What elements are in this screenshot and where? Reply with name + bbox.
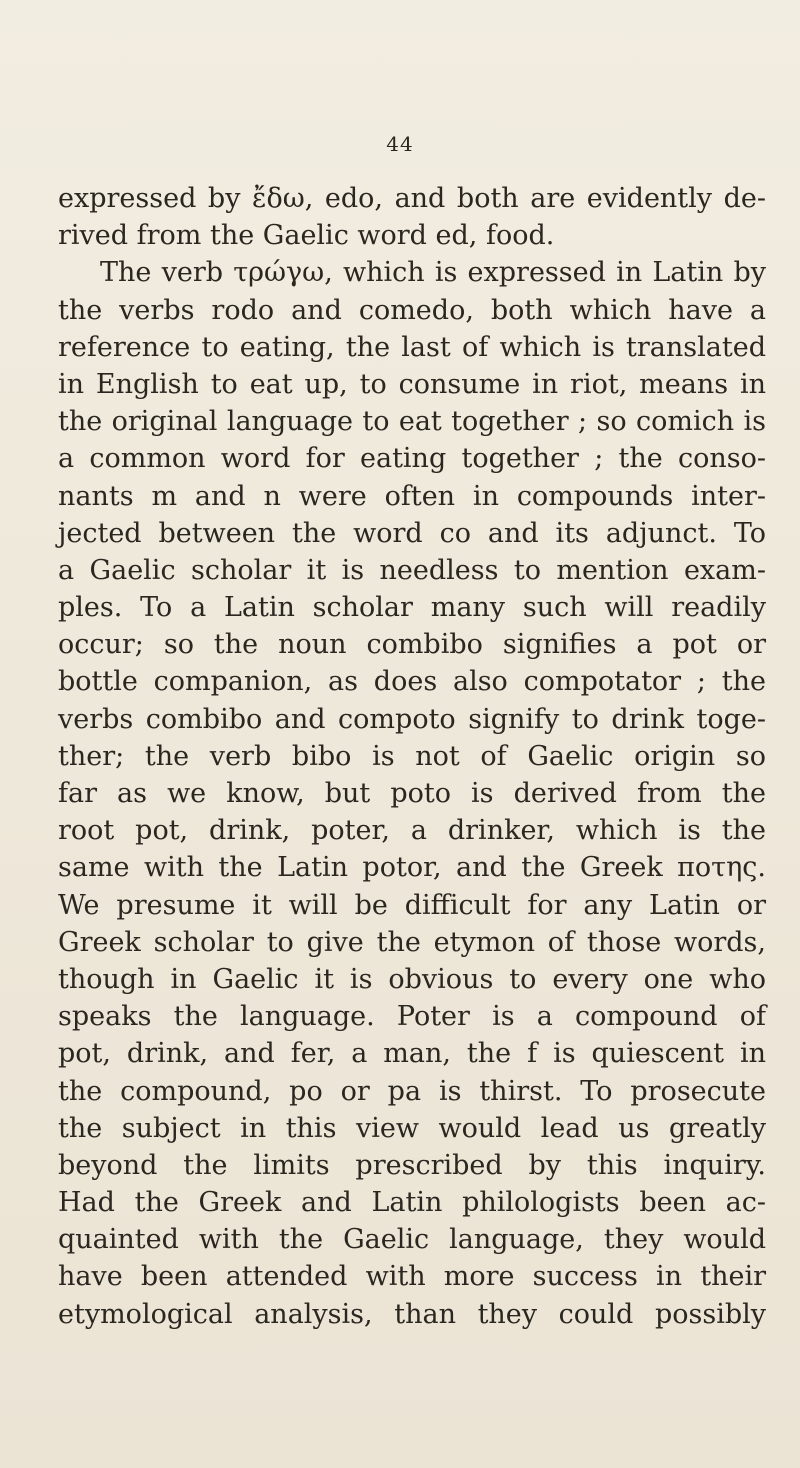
page-number: 44: [386, 132, 414, 156]
text-line: occur; so the noun combibo signifies a pot or: [58, 629, 766, 661]
text-line: reference to eating, the last of which is translated: [58, 331, 766, 363]
text-line: etymological analysis, than they could possibly: [58, 1298, 766, 1330]
text-line: quainted with the Gaelic language, they would: [58, 1224, 766, 1256]
text-line: We presume it will be difficult for any Latin or: [58, 889, 766, 921]
text-line: nants m and n were often in compounds inter-: [58, 480, 766, 512]
text-line: the subject in this view would lead us greatly: [58, 1112, 766, 1144]
text-line: rived from the Gaelic word ed, food.: [58, 220, 555, 252]
text-line: pot, drink, and fer, a man, the f is quiescent in: [58, 1038, 766, 1070]
text-line: Greek scholar to give the etymon of those words,: [58, 926, 766, 958]
text-line: in English to eat up, to consume in riot, means in: [58, 368, 766, 400]
text-line: the compound, po or pa is thirst. To prosecute: [58, 1075, 766, 1107]
text-line: the verbs rodo and comedo, both which have a: [58, 294, 766, 326]
text-line: jected between the word co and its adjunct. To: [58, 517, 766, 549]
text-line: root pot, drink, poter, a drinker, which is the: [58, 815, 766, 847]
text-line: far as we know, but poto is derived from the: [58, 778, 766, 809]
text-line: speaks the language. Poter is a compound of: [58, 1001, 766, 1033]
text-line: beyond the limits prescribed by this inquiry.: [58, 1149, 766, 1181]
text-line: the original language to eat together ; so comich is: [58, 406, 766, 438]
text-line: same with the Latin potor, and the Greek ποτης.: [58, 852, 766, 884]
text-line: a common word for eating together ; the conso-: [58, 443, 766, 475]
text-line: ther; the verb bibo is not of Gaelic origin so: [58, 740, 766, 772]
text-line: Had the Greek and Latin philologists been ac-: [58, 1187, 766, 1219]
text-line: a Gaelic scholar it is needless to mention exam-: [58, 554, 766, 586]
text-line: verbs combibo and compoto signify to drink toge-: [58, 703, 766, 735]
text-line: have been attended with more success in their: [58, 1261, 766, 1293]
text-line: expressed by ἔδω, edo, and both are evidently de-: [58, 183, 766, 214]
text-line: though in Gaelic it is obvious to every one who: [58, 963, 766, 995]
text-line: The verb τρώγω, which is expressed in Latin by: [100, 257, 766, 289]
text-line: bottle companion, as does also compotator ; the: [58, 666, 766, 698]
text-line: ples. To a Latin scholar many such will readily: [58, 592, 766, 624]
body-text: [58, 180, 766, 1333]
